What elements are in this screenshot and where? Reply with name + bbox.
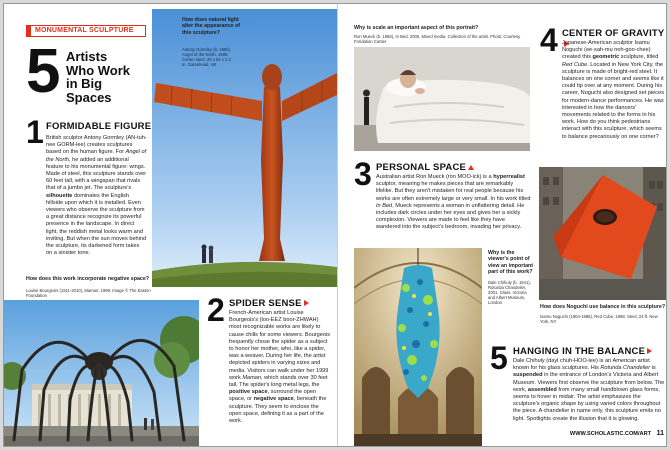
item-number: 4	[540, 22, 558, 58]
red-cube-image	[539, 167, 667, 300]
item-number: 3	[354, 156, 372, 192]
title-line: in Big	[66, 76, 103, 91]
angel-of-the-north-image	[152, 9, 337, 287]
arrow-icon	[304, 300, 309, 306]
angel-question: How does natural light alter the appearance of this sculpture?	[182, 17, 240, 36]
arrow-icon	[647, 348, 652, 354]
item-body: Dale Chihuly (dayl chuh-HOO-lee) is an American artist known for his glass sculptures. His Rotunda Chandelier is suspended in the entrance of London's Victoria and Albert Museum. Viewers first observe the sculpture from below. The work, assembled from many small handblown glass forms, seems to hover in midair. The artist emphasizes the sculpture's organic shape by using varied colors throughout the piece. A chandelier in name only, this sculpture emits no light. Spotlights create the illusion that it is glowing.	[513, 358, 665, 422]
item-number: 2	[207, 292, 225, 328]
cube-question: How does Noguchi use balance in this sculpture?	[540, 304, 666, 310]
item-number: 1	[26, 114, 44, 150]
rotunda-chandelier-image	[354, 248, 482, 447]
title-line: Who Work	[66, 62, 131, 78]
section-tag-label: MONUMENTAL SCULPTURE	[35, 27, 134, 34]
item-heading: SPIDER SENSE	[229, 298, 309, 309]
item-body: Australian artist Ron Mueck (ron MOO-ick) is a hyperrealist sculptor, meaning he makes pieces that are remarkably lifelike. But they aren't mistaken for real people because his works are often extremely large or very small. In his work titled In Bed, Mueck represents a woman in unflattering detail. He includes dark circles under her eyes and gives her a sickly complexion. Viewers are made to feel like they have wandered into the subject's bedroom, invading her privacy.	[376, 174, 531, 231]
title-line: Spaces	[66, 89, 112, 105]
item-heading: CENTER OF GRAVITY	[562, 28, 666, 50]
section-tag	[26, 25, 146, 37]
item-heading: PERSONAL SPACE	[376, 162, 474, 173]
portrait-caption: Ron Mueck (b. 1958), In Bed, 2005. Mixed media. Collection of the artist. Photo: Courtesy Fondation Cartier	[354, 34, 521, 44]
red-cube-photo	[539, 167, 667, 300]
maman-spider-image	[4, 300, 199, 447]
page-footer	[564, 430, 664, 437]
magazine-spread	[3, 3, 667, 447]
footer-url: WWW.SCHOLASTIC.COM/ART	[569, 431, 652, 437]
portrait-question: Why is scale an important aspect of this portrait?	[354, 25, 479, 31]
in-bed-image	[354, 47, 530, 151]
item-body: French-American artist Louise Bourgeois's (loo-EEZ boor-ZHWAH) most recognizable works are likely to cause chills for some viewers. Bourgeois frequently chose the spider as a subject to honor her mother, who, like a spider, was a weaver. During her life, the artist depicted spiders in varying sizes and media. Visitors can walk under her 1999 work Maman, which stands over 30 feet tall. The spider's long metal legs, the positive space, surround the open space, or negative space, beneath the sculpture. They seem to enclose the open space, defining it as a part of the work.	[229, 310, 331, 425]
chandelier-caption: Dale Chihuly (b. 1941), Rotunda Chandelier, 2001. Glass. Victoria and Albert Museum, London	[488, 280, 531, 305]
item-body: British sculptor Antony Gormley (AN-tuh-nee GORM-lee) creates sculptures based on the human figure. For Angel of the North, he added an additional feature to his monumental figure: wings. Made of steel, this sculpture stands over 60 feet tall, with a wingspan that rivals that of a jumbo jet. The sculpture's silhouette dominates the English hillside upon which it is installed. Even viewers who observe the sculpture from a great distance recognize its powerful presence in the landscape. In direct light, the reddish metal looks warm and inviting. But when the sun moves behind the sculpture, its darkened form takes on a sinister tone.	[46, 135, 147, 257]
chandelier-question: Why is the viewer's point of view an important part of this work?	[488, 250, 534, 276]
item-heading: HANGING IN THE BALANCE	[513, 346, 652, 357]
in-bed-photo	[354, 47, 530, 151]
angel-photo	[152, 9, 337, 287]
cube-caption: Isamu Noguchi (1904-1988), Red Cube, 1968. Steel, 24 ft. New York, NY	[540, 314, 658, 324]
spider-caption: Louise Bourgeois (1911-2010), Maman, 1999. Image © The Easton Foundation	[26, 288, 151, 298]
spider-photo	[4, 300, 199, 447]
page-number: 11	[656, 430, 664, 437]
title-line: Artists	[66, 49, 108, 64]
title-number: 5	[26, 37, 61, 106]
page-title	[66, 50, 130, 104]
item-body: Japanese-American sculptor Isamu Noguchi (ee-sah-mu noh-goo-chee) created this geometric sculpture, titled Red Cube. Located in New York City, the sculpture is made of bright-red steel. It balances on one corner and seems like it could tip over at any moment. During his career, Noguchi also designed set pieces for modern-dance performances. He was interested in how the dancers' movements related to the forms in his work. How do you think pedestrians interact with this sculpture, which seems to balance precariously on one corner?	[562, 40, 664, 140]
angel-caption: Antony Gormley (b. 1950), Angel of the North, 1998. Corten steel, 20 x 54 x 2.2 m. Gateshead, UK	[182, 47, 232, 67]
page-gutter	[337, 4, 338, 447]
chandelier-photo	[354, 248, 482, 447]
item-number: 5	[490, 340, 508, 376]
spider-question: How does this work incorporate negative space?	[26, 276, 150, 282]
item-heading: FORMIDABLE FIGURE	[46, 121, 158, 132]
arrow-icon	[468, 165, 474, 170]
